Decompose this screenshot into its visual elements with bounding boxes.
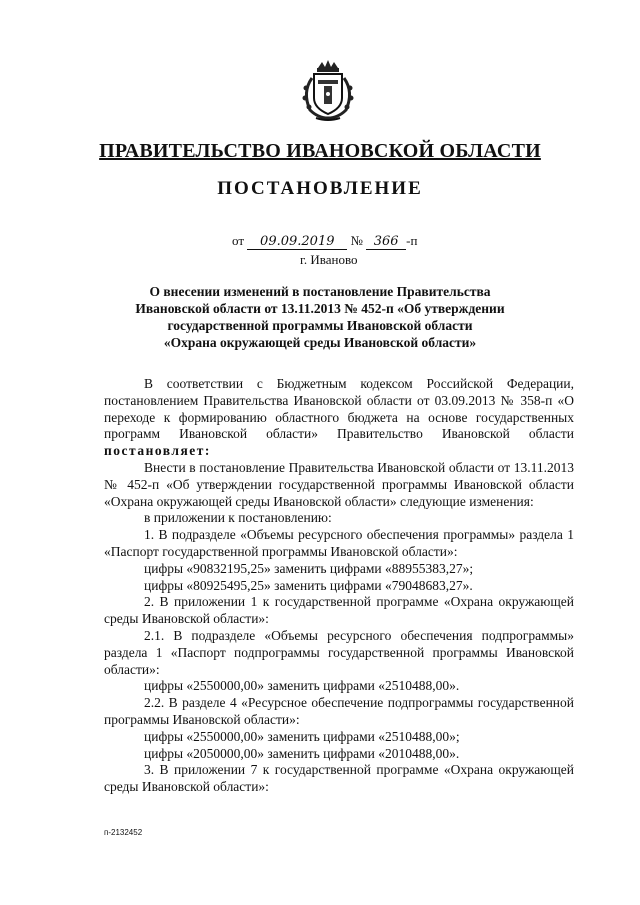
paragraph: [104, 376, 574, 460]
coat-of-arms-icon: [300, 58, 356, 122]
paragraph: 3. В приложении 7 к государственной программе «Охрана окружающей среды Ивановской области»:: [104, 762, 574, 795]
document-code: п-2132452: [104, 828, 143, 837]
number-suffix: -п: [406, 233, 418, 248]
subject-line: «Охрана окружающей среды Ивановской области»: [163, 335, 477, 350]
subject-line: О внесении изменений в постановление Правительства: [149, 284, 491, 299]
document-body: [104, 376, 574, 796]
paragraph: 1. В подразделе «Объемы ресурсного обеспечения программы» раздела 1 «Паспорт государственной программы Ивановской области»:: [104, 527, 574, 559]
paragraph: цифры «2050000,00» заменить цифрами «2010488,00».: [144, 745, 460, 761]
resolution-word: постановляет:: [104, 443, 211, 459]
subject-line: государственной программы Ивановской области: [167, 318, 473, 333]
paragraph: в приложении к постановлению:: [144, 510, 332, 526]
paragraph: 2.1. В подразделе «Объемы ресурсного обеспечения подпрограммы» раздела 1 «Паспорт подпрограммы государственной программы Ивановской области»:: [104, 627, 574, 677]
document-subject: [0, 283, 640, 351]
document-type: ПОСТАНОВЛЕНИЕ: [217, 178, 423, 199]
paragraph: цифры «2550000,00» заменить цифрами «2510488,00».: [144, 678, 460, 694]
date-number-line: [232, 233, 417, 250]
paragraph: цифры «2550000,00» заменить цифрами «2510488,00»;: [144, 728, 460, 744]
subject-line: Ивановской области от 13.11.2013 № 452-п «Об утверждении: [135, 301, 505, 316]
paragraph: цифры «90832195,25» заменить цифрами «88955383,27»;: [144, 560, 474, 576]
paragraph-text: В соответствии с Бюджетным кодексом Российской Федерации, постановлением Правительства Ивановской области от 03.09.2013 № 358-п «О переходе к формированию областного бюджета на основе государственных программ Ивановской области» Правительство Ивановской области: [104, 376, 574, 442]
government-title: ПРАВИТЕЛЬСТВО ИВАНОВСКОЙ ОБЛАСТИ: [99, 140, 541, 162]
date-prefix: от: [232, 233, 245, 248]
document-date: 09.09.2019: [247, 234, 347, 250]
paragraph: 2.2. В разделе 4 «Ресурсное обеспечение подпрограммы государственной программы Ивановской области»:: [104, 695, 574, 727]
number-sign: №: [350, 233, 363, 248]
paragraph: Внести в постановление Правительства Ивановской области от 13.11.2013 № 452-п «Об утверждении государственной программы Ивановской области «Охрана окружающей среды Ивановской области» следующие изменения:: [104, 459, 574, 509]
paragraph: 2. В приложении 1 к государственной программе «Охрана окружающей среды Ивановской области»:: [104, 594, 574, 627]
paragraph: цифры «80925495,25» заменить цифрами «79048683,27».: [144, 577, 473, 593]
city: г. Иваново: [300, 252, 358, 267]
document-number: 366: [366, 234, 406, 250]
